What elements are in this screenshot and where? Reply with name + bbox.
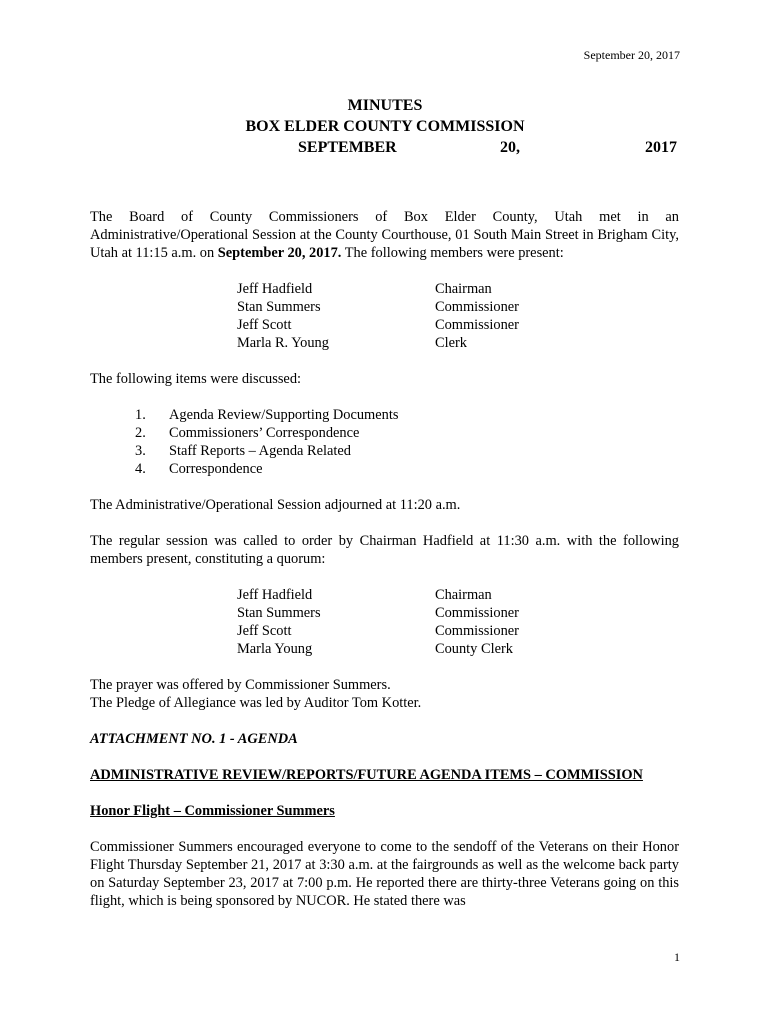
member-name: Stan Summers: [237, 605, 321, 621]
title-block: [0, 95, 770, 158]
member-name: Jeff Hadfield: [237, 587, 313, 603]
title-month: SEPTEMBER: [298, 139, 397, 156]
member-name: Marla Young: [237, 641, 313, 657]
discussed-intro: The following items were discussed:: [90, 371, 302, 387]
pledge-text: The Pledge of Allegiance was led by Auditor Tom Kotter.: [90, 695, 422, 711]
agenda-list: [135, 406, 679, 478]
members-present-admin: [237, 280, 679, 352]
list-item-number: 1.: [135, 407, 146, 423]
intro-text-a: The Board of County Commissioners of Box Elder County, Utah met in an Administrative/Operational Session at the County Courthouse, 01 South Main Street in Brigham City, Utah at 11:15 a.m. on: [90, 209, 679, 261]
member-row: [237, 298, 679, 316]
member-title: Clerk: [435, 335, 467, 351]
member-row: [237, 316, 679, 334]
list-item-number: 4.: [135, 461, 146, 477]
list-item: [135, 442, 679, 460]
list-item-text: Staff Reports – Agenda Related: [169, 443, 351, 459]
list-item-number: 3.: [135, 443, 146, 459]
member-title: Commissioner: [435, 317, 519, 333]
page-number: 1: [674, 950, 680, 964]
title-date: [0, 137, 770, 158]
list-item-text: Correspondence: [169, 461, 263, 477]
list-item-text: Agenda Review/Supporting Documents: [169, 407, 399, 423]
intro-paragraph: [90, 208, 679, 262]
header-date: September 20, 2017: [583, 48, 680, 62]
intro-date: September 20, 2017.: [217, 245, 342, 261]
member-row: [237, 334, 679, 352]
regular-session-text: The regular session was called to order by Chairman Hadfield at 11:30 a.m. with the following members present, constituting a quorum:: [90, 533, 679, 567]
list-item-text: Commissioners’ Correspondence: [169, 425, 360, 441]
member-title: Chairman: [435, 587, 492, 603]
attachment-heading: ATTACHMENT NO. 1 - AGENDA: [90, 731, 298, 747]
prayer-text: The prayer was offered by Commissioner Summers.: [90, 677, 391, 693]
member-name: Marla R. Young: [237, 335, 329, 351]
list-item-number: 2.: [135, 425, 146, 441]
members-present-regular: [237, 586, 679, 658]
member-name: Stan Summers: [237, 299, 321, 315]
list-item: [135, 406, 679, 424]
member-row: [237, 640, 679, 658]
title-minutes: MINUTES: [347, 97, 423, 114]
member-row: [237, 586, 679, 604]
section-heading: ADMINISTRATIVE REVIEW/REPORTS/FUTURE AGENDA ITEMS – COMMISSION: [90, 767, 643, 783]
member-row: [237, 604, 679, 622]
member-name: Jeff Hadfield: [237, 281, 313, 297]
member-title: Commissioner: [435, 605, 519, 621]
member-title: Commissioner: [435, 623, 519, 639]
member-title: Chairman: [435, 281, 492, 297]
honor-flight-paragraph: Commissioner Summers encouraged everyone to come to the sendoff of the Veterans on their Honor Flight Thursday September 21, 2017 at 3:30 a.m. at the fairgrounds as well as the welcome back party on Saturday September 23, 2017 at 7:00 p.m. He reported there are thirty-three Veterans going on this flight, which is being sponsored by NUCOR. He stated there was: [90, 839, 679, 909]
title-year: 2017: [645, 139, 677, 156]
member-row: [237, 622, 679, 640]
member-title: Commissioner: [435, 299, 519, 315]
subsection-heading: Honor Flight – Commissioner Summers: [90, 803, 335, 819]
document-body: [90, 208, 679, 910]
adjourned-text: The Administrative/Operational Session adjourned at 11:20 a.m.: [90, 497, 461, 513]
member-title: County Clerk: [435, 641, 513, 657]
member-name: Jeff Scott: [237, 623, 292, 639]
list-item: [135, 424, 679, 442]
list-item: [135, 460, 679, 478]
title-day: 20,: [500, 139, 520, 156]
member-row: [237, 280, 679, 298]
member-name: Jeff Scott: [237, 317, 292, 333]
title-commission: BOX ELDER COUNTY COMMISSION: [245, 118, 525, 135]
intro-text-b: The following members were present:: [341, 245, 564, 261]
